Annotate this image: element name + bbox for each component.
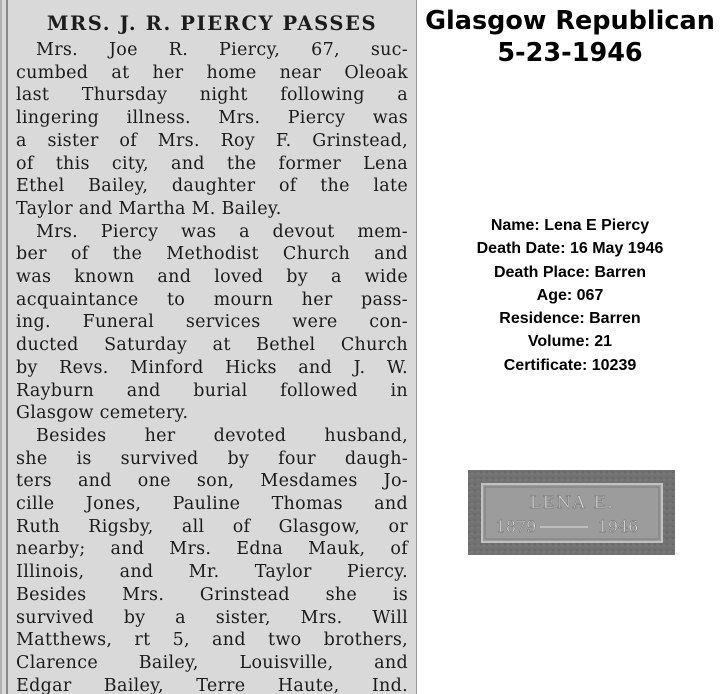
- clipping-edge: [6, 0, 8, 694]
- obituary-line: was known and loved by a wide: [16, 267, 408, 288]
- obituary-line: lingering illness. Mrs. Piercy was: [16, 108, 408, 129]
- headstone-image: [468, 470, 675, 555]
- obituary-line: Mrs. Piercy was a devout mem-: [36, 221, 408, 242]
- obituary-line: ber of the Methodist Church and: [16, 244, 408, 265]
- record-death-place: Death Place: Barren: [493, 263, 647, 281]
- obituary-headline: MRS. J. R. PIERCY PASSES: [46, 12, 378, 35]
- headstone-birth-year: 1879: [495, 517, 537, 536]
- obituary-line: cille Jones, Pauline Thomas and: [16, 494, 408, 515]
- obituary-line: last Thursday night following a: [16, 85, 408, 106]
- obituary-line: a sister of Mrs. Roy F. Grinstead,: [16, 130, 408, 151]
- headstone-death-year: 1946: [597, 517, 639, 536]
- publication-header: [420, 5, 720, 69]
- publication-name: Glasgow Republican: [425, 6, 715, 36]
- obituary-paragraph-1: [16, 39, 408, 221]
- obituary-line: nearby; and Mrs. Edna Mauk, of: [16, 539, 408, 560]
- record-volume: Volume: 21: [527, 333, 613, 351]
- publication-date: 5-23-1946: [497, 38, 643, 68]
- obituary-line: Glasgow cemetery.: [16, 403, 189, 424]
- obituary-line: Mrs. Joe R. Piercy, 67, suc-: [36, 40, 408, 60]
- obituary-line: ters and one son, Mesdames Jo-: [16, 471, 408, 492]
- obituary-line: Besides her devoted husband,: [36, 425, 408, 446]
- obituary-line: of this city, and the former Lena: [16, 153, 408, 174]
- obituary-line: Besides Mrs. Grinstead she is: [16, 584, 408, 605]
- record-certificate: Certificate: 10239: [503, 356, 637, 374]
- headstone-photo: [468, 470, 675, 555]
- death-record: [420, 214, 720, 377]
- obituary-paragraph-2: [16, 221, 408, 425]
- record-residence: Residence: Barren: [499, 310, 641, 328]
- obituary-line: Rayburn and burial followed in: [16, 380, 408, 401]
- obituary-line: she is survived by four daugh-: [16, 448, 408, 469]
- obituary-line: cumbed at her home near Oleoak: [16, 62, 408, 83]
- obituary-line: acquaintance to mourn her pass-: [16, 289, 408, 310]
- obituary-line: by Revs. Minford Hicks and J. W.: [16, 357, 408, 378]
- obituary-line: Taylor and Martha M. Bailey.: [16, 198, 282, 219]
- obituary-paragraph-3: [16, 425, 408, 694]
- obituary-line: ing. Funeral services were con-: [16, 312, 408, 333]
- obituary-line: ducted Saturday at Bethel Church: [16, 335, 408, 356]
- obituary-line: Matthews, rt 5, and two brothers,: [16, 630, 408, 651]
- obituary-line: Edgar Bailey, Terre Haute, Ind.: [16, 675, 408, 694]
- headstone-name: LENA E.: [529, 493, 615, 513]
- record-name: Name: Lena E Piercy: [490, 217, 650, 234]
- record-age: Age: 067: [536, 286, 604, 304]
- obituary-line: Ethel Bailey, daughter of the late: [16, 176, 408, 197]
- obituary-line: Ruth Rigsby, all of Glasgow, or: [16, 516, 408, 537]
- record-death-date: Death Date: 16 May 1946: [476, 240, 664, 258]
- obituary-line: Clarence Bailey, Louisville, and: [16, 652, 408, 673]
- obituary-line: survived by a sister, Mrs. Will: [16, 607, 408, 628]
- obituary-line: Illinois, and Mr. Taylor Piercy.: [16, 562, 408, 583]
